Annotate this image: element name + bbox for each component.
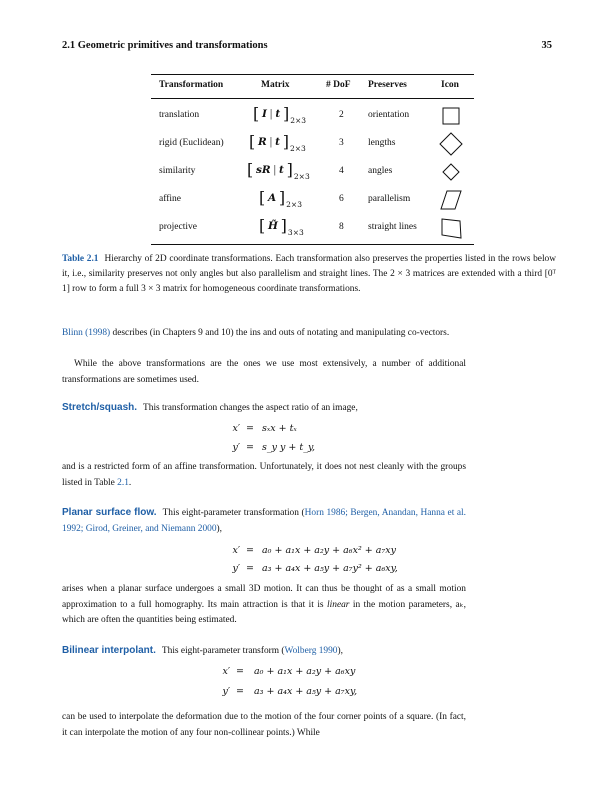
matrix-cell: [ H̃ ]$_{3\times 3}$ <box>259 216 304 237</box>
table-reference-link[interactable]: 2.1 <box>117 477 129 488</box>
table-header-rule <box>151 98 474 99</box>
transformation-name: similarity <box>159 166 196 176</box>
table-row <box>151 130 474 158</box>
paragraph-bilinear-after: can be used to interpolate the deformation due to the motion of the four corner points of a square. (In fact, it can interpolate the motion of any four non-collinear points.) While <box>62 712 466 738</box>
caption-text: Hierarchy of 2D coordinate transformations. Each transformation also preserves the properties listed in the rows below it, i.e., similarity preserves not only angles but also parallelism and straight lines. The 2 × 3 matrices are extended with a third [0ᵀ 1] row to form a full 3 × 3 matrix for homogeneous coordinate transformations. <box>62 254 557 294</box>
table-bottom-rule <box>151 244 474 245</box>
dof-value: 6 <box>339 194 344 204</box>
header-icon: Icon <box>441 80 459 90</box>
citation-link[interactable]: Horn 1986; Bergen, Anandan, Hanna et al. 1992; Girod, Greiner, and Niemann 2000 <box>62 508 466 534</box>
paragraph-text: arises when a planar surface undergoes a small 3D motion. It can thus be thought of as a small motion approximation to a full homography. Its main attraction is that it is <box>62 584 466 610</box>
matrix-block-a: A <box>268 192 277 204</box>
paragraph-text: and is a restricted form of an affine transformation. Unfortunately, it does not nest cleanly with the groups listed in Table <box>62 462 466 488</box>
caption-label: Table 2.1 <box>62 254 99 264</box>
equals-sign: = <box>246 563 254 574</box>
matrix-cell: [ A ]$_{2\times 3}$ <box>259 188 302 209</box>
page-number: 35 <box>541 40 552 51</box>
equation-lhs: x′ <box>222 666 230 677</box>
equation-lhs: y′ <box>232 442 240 453</box>
transformation-name: projective <box>159 222 197 232</box>
dof-value: 2 <box>339 110 344 120</box>
matrix-block-a: sR <box>256 164 271 176</box>
paragraph-text: This transformation changes the aspect ratio of an image, <box>143 403 358 413</box>
matrix-cell: [ sR | t ]$_{2\times 3}$ <box>247 160 310 181</box>
transformation-name: rigid (Euclidean) <box>159 138 224 148</box>
paragraph-stretch-after <box>62 460 466 491</box>
matrix-dim: 2×3 <box>290 144 306 153</box>
table-top-rule <box>151 74 474 75</box>
matrix-dim: 2×3 <box>293 172 310 181</box>
equals-sign: = <box>236 686 244 697</box>
equals-sign: = <box>246 545 254 556</box>
equation-lhs: y′ <box>232 563 240 574</box>
equation-rhs: a₃ + a₄x + a₅y + a₇xy, <box>254 686 358 697</box>
preserves-value: lengths <box>368 138 396 148</box>
table-row <box>151 102 474 130</box>
quadrilateral-icon <box>439 216 463 240</box>
table-row <box>151 186 474 214</box>
equation-lhs: y′ <box>222 686 230 697</box>
paragraph-bilinear <box>62 643 466 660</box>
header-matrix: Matrix <box>261 80 290 90</box>
emphasis-linear: linear <box>327 599 350 610</box>
table-row <box>151 158 474 186</box>
preserves-value: angles <box>368 166 393 176</box>
preserves-value: orientation <box>368 110 410 120</box>
table-caption <box>62 252 556 297</box>
paragraph-text: describes (in Chapters 9 and 10) the ins and outs of notating and manipulating co-vectors. <box>110 328 450 338</box>
equation-rhs: a₀ + a₁x + a₂y + a₆x² + a₇xy <box>262 545 396 556</box>
matrix-block-a: H̃ <box>268 220 278 232</box>
paragraph-text: This eight-parameter transform ( <box>161 646 285 656</box>
equation-planar-y <box>200 563 240 583</box>
matrix-cell: [ I | t ]$_{2\times 3}$ <box>253 104 307 125</box>
small-rotated-square-icon <box>439 160 463 184</box>
dof-value: 3 <box>339 138 344 148</box>
parallelogram-icon <box>439 188 463 212</box>
matrix-dim: 2×3 <box>286 200 302 209</box>
dof-value: 4 <box>339 166 344 176</box>
heading-stretch-squash: Stretch/squash. <box>62 402 138 413</box>
heading-planar-surface-flow: Planar surface flow. <box>62 507 157 518</box>
paragraph-planar-after <box>62 582 466 629</box>
header-dof: # DoF <box>326 80 351 90</box>
table-row <box>151 214 474 242</box>
paragraph-text: ), <box>216 523 223 534</box>
section-title: 2.1 Geometric primitives and transformations <box>62 40 268 51</box>
preserves-value: parallelism <box>368 194 411 204</box>
matrix-block-a: I <box>262 108 267 120</box>
square-icon <box>439 104 463 128</box>
equation-bilinear-x <box>190 666 230 686</box>
header-transformation: Transformation <box>159 80 224 90</box>
paragraph-stretch <box>62 400 466 417</box>
matrix-dim: 2×3 <box>290 116 307 125</box>
dof-value: 8 <box>339 222 344 232</box>
equation-stretch-y <box>200 442 240 462</box>
paragraph-planar <box>62 505 466 537</box>
paragraph-text: ), <box>337 646 343 656</box>
equation-planar-x <box>200 545 240 565</box>
equation-rhs: s_y y + t_y, <box>262 442 316 453</box>
running-head <box>62 40 552 54</box>
matrix-block-b: t <box>275 108 281 120</box>
paragraph-text: in the motion parameters, aₖ, which are often the quantities being estimated. <box>62 599 467 625</box>
equation-stretch-x <box>200 423 240 443</box>
equals-sign: = <box>246 423 254 434</box>
citation-link[interactable]: Wolberg 1990 <box>284 646 338 656</box>
transformation-name: translation <box>159 110 200 120</box>
paragraph-blinn <box>62 326 466 342</box>
paragraph-text: This eight-parameter transformation ( <box>162 508 305 518</box>
matrix-block-b: t <box>279 164 284 176</box>
rotated-square-icon <box>439 132 463 156</box>
matrix-cell: [ R | t ]$_{2\times 3}$ <box>249 132 306 153</box>
equals-sign: = <box>236 666 244 677</box>
citation-link[interactable]: Blinn (1998) <box>62 328 111 338</box>
equation-lhs: x′ <box>232 423 240 434</box>
equation-lhs: x′ <box>232 545 240 556</box>
heading-bilinear-interpolant: Bilinear interpolant. <box>62 645 156 656</box>
header-preserves: Preserves <box>368 80 407 90</box>
equation-rhs: a₀ + a₁x + a₂y + a₆xy <box>254 666 356 677</box>
paragraph-intro: While the above transformations are the ones we use most extensively, a number of additional transformations are sometimes used. <box>62 359 466 385</box>
matrix-block-a: R <box>258 136 267 148</box>
matrix-dim: 3×3 <box>287 228 304 237</box>
transformation-name: affine <box>159 194 181 204</box>
equation-rhs: a₃ + a₄x + a₅y + a₇y² + a₆xy, <box>262 563 398 574</box>
equals-sign: = <box>246 442 254 453</box>
preserves-value: straight lines <box>368 222 417 232</box>
equation-rhs: sₓx + tₓ <box>262 423 297 434</box>
paragraph-text: . <box>128 477 132 488</box>
equation-bilinear-y <box>190 686 230 706</box>
matrix-block-b: t <box>275 136 280 148</box>
